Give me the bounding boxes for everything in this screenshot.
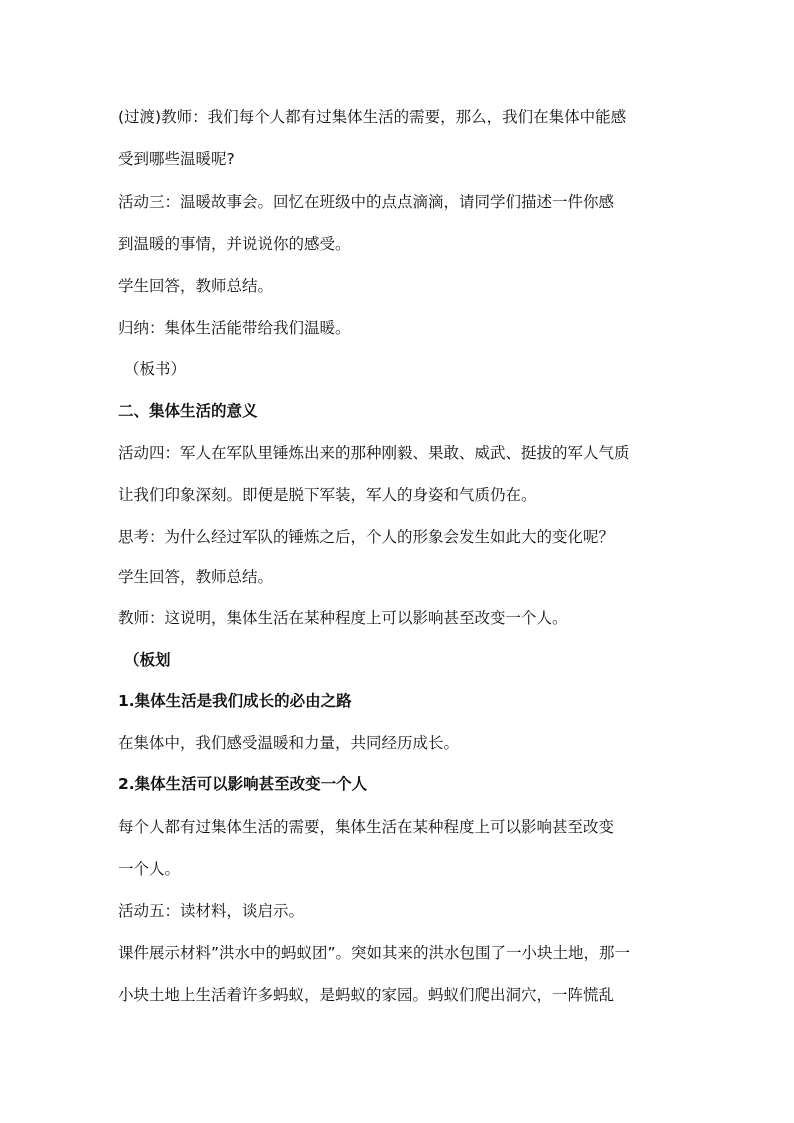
activity-four-line-2: 让我们印象深刻。即便是脱下军装，军人的身姿和气质仍在。 [118,486,537,504]
section-heading-meaning: 二、集体生活的意义 [118,402,258,420]
point-two-heading: 2.集体生活可以影响甚至改变一个人 [118,775,368,793]
paragraph-transition-line-2: 受到哪些温暖呢? [118,150,235,168]
summary-line: 归纳：集体生活能带给我们温暖。 [118,319,351,337]
student-answer-line-2: 学生回答，教师总结。 [118,568,274,586]
activity-four-line-1: 活动四：军人在军队里锤炼出来的那种刚毅、果敢、威武、挺拔的军人气质 [118,444,630,462]
point-one-heading: 1.集体生活是我们成长的必由之路 [118,692,352,710]
teacher-explanation: 教师：这说明，集体生活在某种程度上可以影响甚至改变一个人。 [118,609,568,627]
material-line-1: 课件展示材料”洪水中的蚂蚁团”。突如其来的洪水包围了一小块土地，那一 [118,944,631,962]
material-line-2: 小块土地上生活着许多蚂蚁，是蚂蚁的家园。蚂蚁们爬出洞穴，一阵慌乱 [118,986,615,1004]
student-answer-line-1: 学生回答，教师总结。 [118,277,274,295]
activity-five-heading: 活动五：读材料，谈启示。 [118,902,305,920]
blackboard-mark: （板划 [124,651,171,669]
point-two-body-line-2: 一个人。 [118,860,181,878]
paragraph-transition-line-1: (过渡)教师：我们每个人都有过集体生活的需要，那么，我们在集体中能感 [118,108,627,126]
point-one-body: 在集体中，我们感受温暖和力量，共同经历成长。 [118,734,460,752]
activity-three-line-2: 到温暖的事情，并说说你的感受。 [118,235,351,253]
activity-three-line-1: 活动三：温暖故事会。回忆在班级中的点点滴滴，请同学们描述一件你感 [118,193,615,211]
point-two-body-line-1: 每个人都有过集体生活的需要，集体生活在某种程度上可以影响甚至改变 [118,818,615,836]
blackboard-note: （板书） [124,360,187,378]
thinking-question: 思考：为什么经过军队的锤炼之后，个人的形象会发生如此大的变化呢？ [118,528,615,546]
